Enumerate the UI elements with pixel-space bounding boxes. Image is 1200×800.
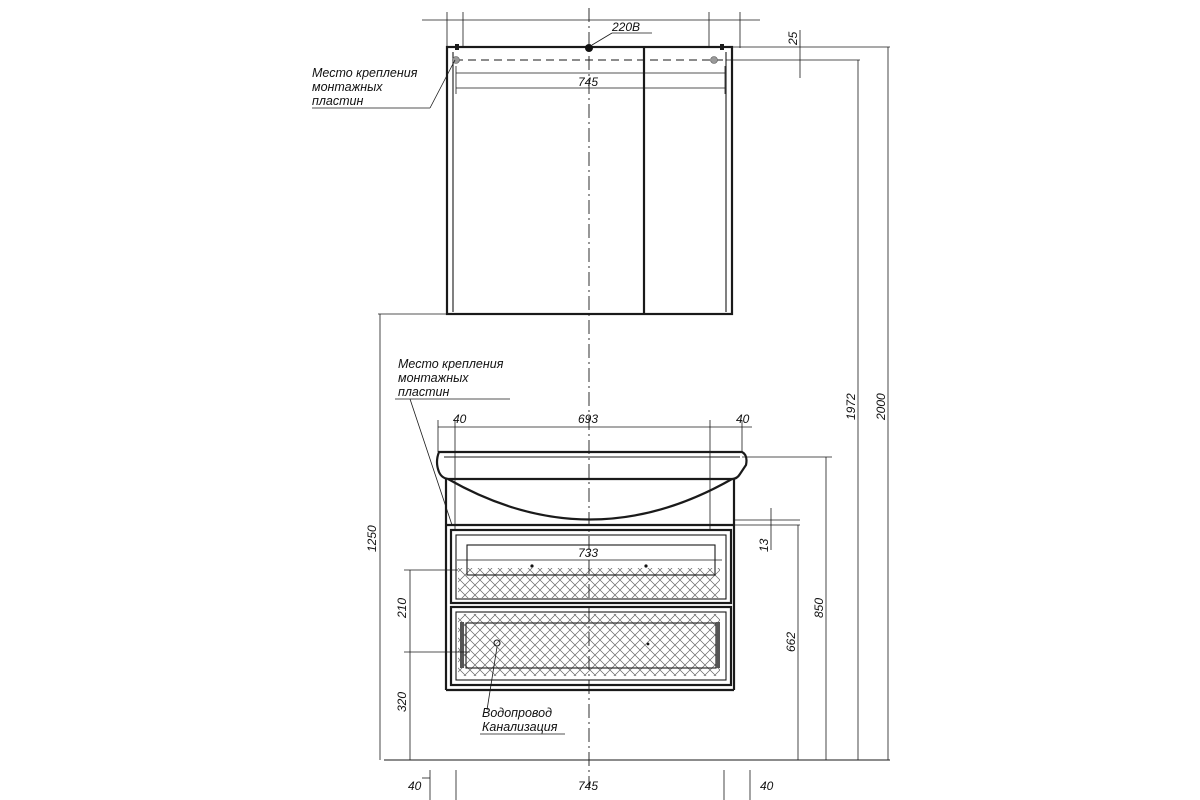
svg-text:монтажных: монтажных <box>312 80 383 94</box>
dim-pipe-floor-height: 320 <box>395 691 409 712</box>
dim-overall-1972: 1972 <box>844 393 858 420</box>
dim-pipe-band-height: 210 <box>395 597 409 618</box>
dim-sink-left-margin: 40 <box>453 412 467 426</box>
dim-bottom-span: 745 <box>578 779 599 793</box>
power-label: 220В <box>612 20 641 34</box>
right-dimensions <box>742 47 888 760</box>
svg-text:пластин: пластин <box>312 94 364 108</box>
svg-text:Место крепления: Место крепления <box>312 66 418 80</box>
dim-body-height-662: 662 <box>784 631 798 652</box>
mount-plate-right-marker <box>711 57 718 64</box>
svg-text:Канализация: Канализация <box>482 720 558 734</box>
dim-mirror-top-offset: 25 <box>786 31 800 45</box>
dim-bottom-right-margin: 40 <box>760 779 774 793</box>
dim-drawer-span: 733 <box>578 546 599 560</box>
vanity-top-dimensions <box>438 420 752 530</box>
vanity-unit <box>437 452 747 690</box>
dim-vanity-height-step: 13 <box>757 538 771 552</box>
mount-plates-label-top <box>312 60 455 108</box>
dim-body-height-850: 850 <box>812 597 826 618</box>
svg-text:пластин: пластин <box>398 385 450 399</box>
top-dimensions <box>422 12 890 94</box>
dim-sink-right-margin: 40 <box>736 412 750 426</box>
dim-mirror-plate-span: 745 <box>578 75 599 89</box>
svg-text:монтажных: монтажных <box>398 371 469 385</box>
svg-text:Место крепления: Место крепления <box>398 357 504 371</box>
dim-total-left-height: 1250 <box>365 525 379 552</box>
dim-sink-span: 693 <box>578 412 599 426</box>
svg-text:Водопровод: Водопровод <box>482 706 553 720</box>
dim-bottom-left-margin: 40 <box>408 779 422 793</box>
dim-overall-2000: 2000 <box>874 393 888 420</box>
